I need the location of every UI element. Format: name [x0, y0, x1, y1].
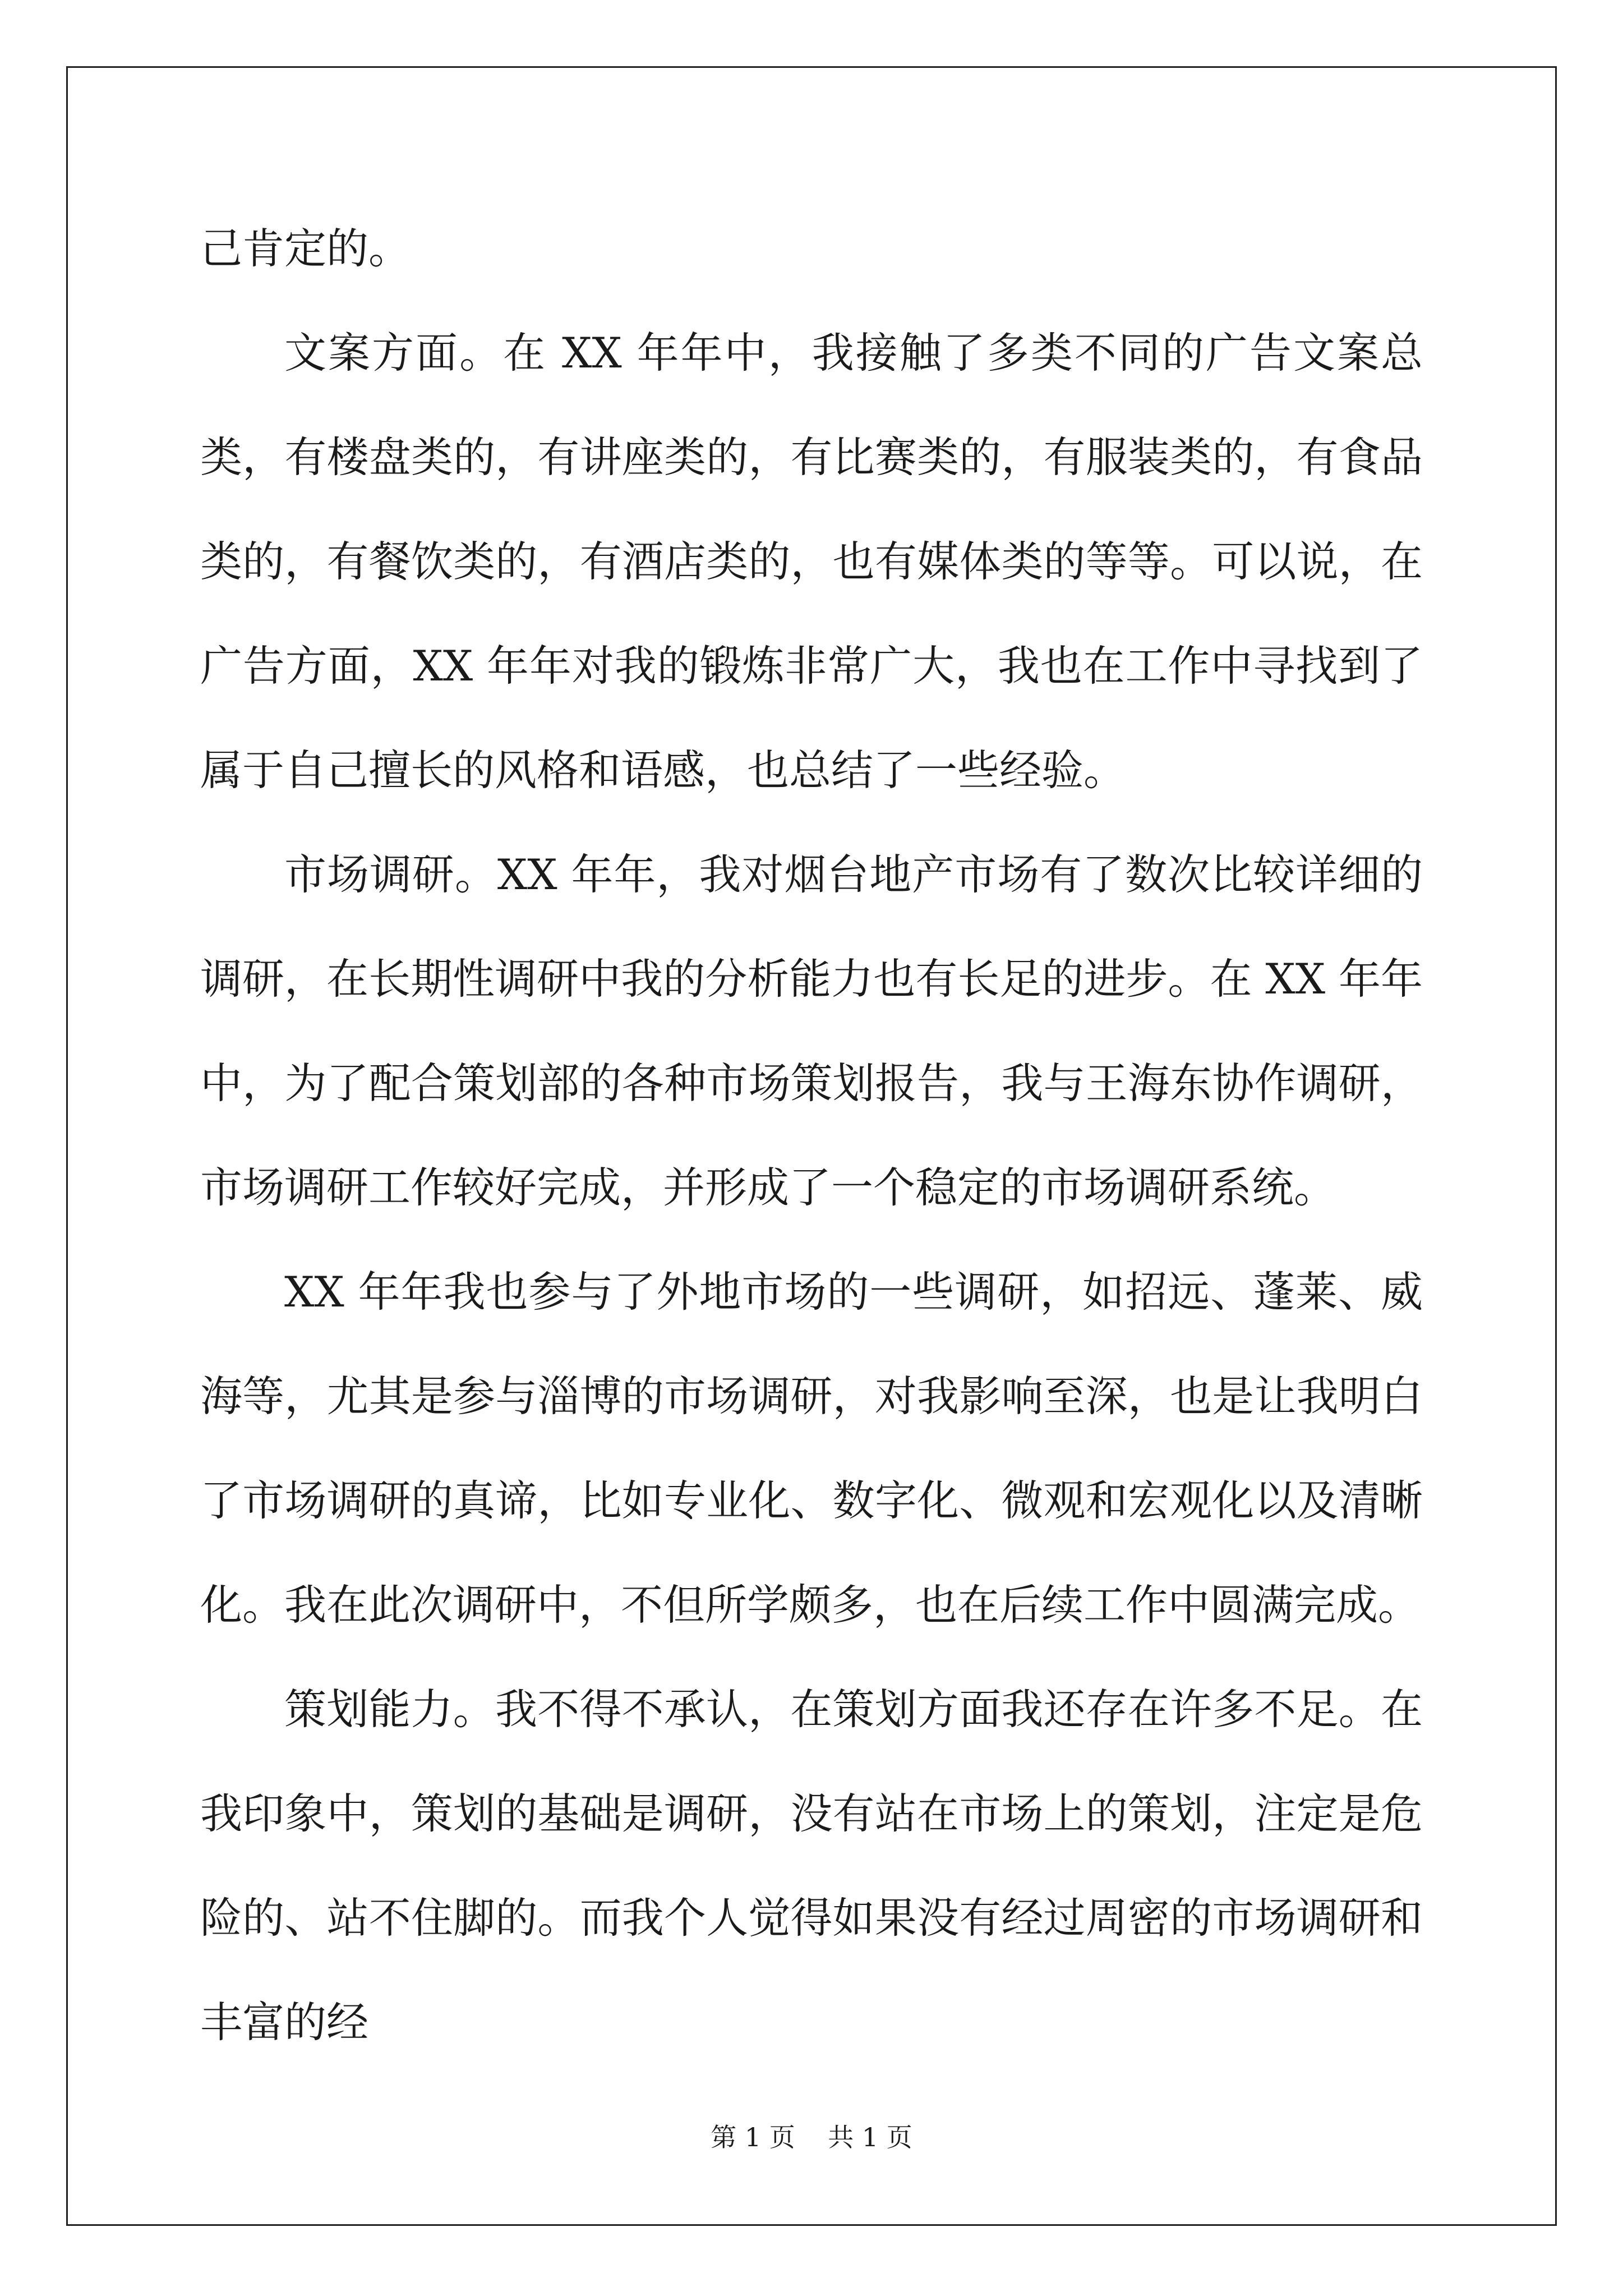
paragraph-5: 策划能力。我不得不承认，在策划方面我还存在许多不足。在我印象中，策划的基础是调研，没有站在市场上的策划，注定是危险的、站不住脚的。而我个人觉得如果没有经过周密的市场调研和丰富的经 — [200, 1685, 1423, 2047]
paragraph-3: 市场调研。XX 年年，我对烟台地产市场有了数次比较详细的调研，在长期性调研中我的分析能力也有长足的进步。在 XX 年年中，为了配合策划部的各种市场策划报告，我与王海东协作调研，市场调研工作较好完成，并形成了一个稳定的市场调研系统。 — [200, 850, 1423, 1212]
document-body — [200, 196, 1423, 2074]
paragraph-2: 文案方面。在 XX 年年中，我接触了多类不同的广告文案总类，有楼盘类的，有讲座类的，有比赛类的，有服装类的，有食品类的，有餐饮类的，有酒店类的，也有媒体类的等等。可以说，在广告方面，XX 年年对我的锻炼非常广大，我也在工作中寻找到了属于自己擅长的风格和语感，也总结了一些经验。 — [200, 328, 1423, 795]
paragraph-4: XX 年年我也参与了外地市场的一些调研，如招远、蓬莱、威海等，尤其是参与淄博的市场调研，对我影响至深，也是让我明白了市场调研的真谛，比如专业化、数字化、微观和宏观化以及清晰化。我在此次调研中，不但所学颇多，也在后续工作中圆满完成。 — [200, 1267, 1423, 1630]
paragraph-1: 己肯定的。 — [200, 224, 411, 273]
page-footer: 第 1 页 共 1 页 — [711, 2122, 912, 2152]
